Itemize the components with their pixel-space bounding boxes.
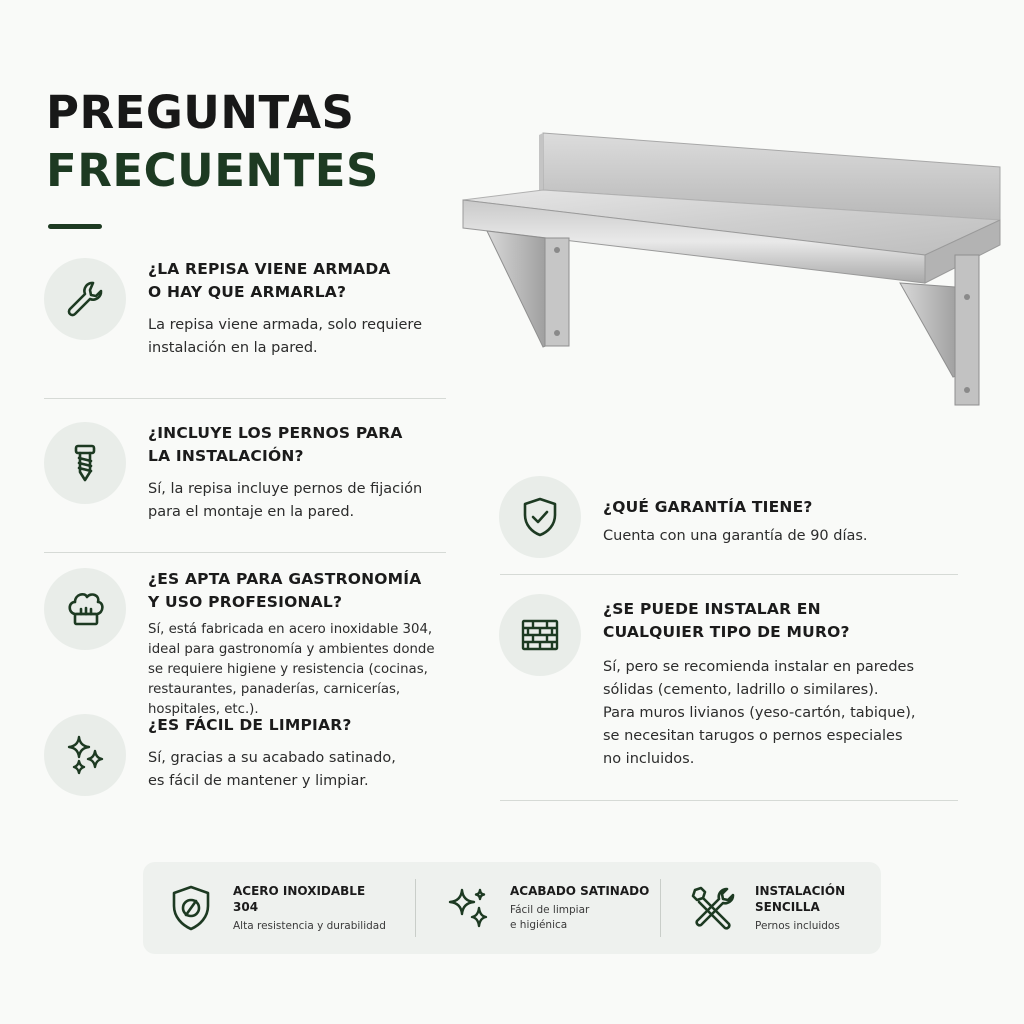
brick-wall-icon-circle — [499, 594, 581, 676]
screw-icon — [63, 441, 107, 485]
divider — [44, 552, 446, 553]
shield-slash-icon — [167, 884, 215, 932]
faq-item-assembly — [44, 258, 422, 360]
page-title — [46, 84, 379, 200]
screw-icon-circle — [44, 422, 126, 504]
feature-bar — [143, 862, 881, 954]
feature-easy-install — [689, 878, 845, 938]
title-underline — [48, 224, 102, 229]
wrench-icon-circle — [44, 258, 126, 340]
faq-item-wall-type — [499, 594, 915, 771]
feature-text — [233, 883, 386, 934]
faq-question: ¿ES APTA PARA GASTRONOMÍA Y USO PROFESIONAL? — [148, 570, 422, 611]
faq-answer: Sí, la repisa incluye pernos de fijación para el montaje en la pared. — [148, 481, 423, 520]
feature-separator — [660, 879, 661, 937]
brick-wall-icon — [518, 613, 562, 657]
faq-question: ¿INCLUYE LOS PERNOS PARA LA INSTALACIÓN? — [148, 424, 403, 465]
faq-content — [603, 598, 915, 771]
divider — [500, 800, 958, 801]
page-title-line2: FRECUENTES — [46, 144, 379, 197]
feature-stainless-steel — [167, 878, 415, 938]
feature-title: ACABADO SATINADO — [510, 884, 650, 898]
faq-question: ¿QUÉ GARANTÍA TIENE? — [603, 498, 813, 516]
tools-icon — [689, 884, 737, 932]
faq-content — [148, 422, 422, 524]
faq-content — [148, 258, 422, 360]
feature-text — [755, 883, 845, 934]
page-title-line1: PREGUNTAS — [46, 86, 355, 139]
divider — [500, 574, 958, 575]
faq-item-gastronomy — [44, 568, 435, 720]
feature-separator — [415, 879, 416, 937]
faq-content — [603, 496, 868, 558]
faq-item-bolts — [44, 422, 422, 524]
chef-hat-icon — [63, 587, 107, 631]
faq-question: ¿ES FÁCIL DE LIMPIAR? — [148, 716, 352, 734]
feature-text — [510, 883, 649, 933]
feature-title: INSTALACIÓN SENCILLA — [755, 883, 846, 914]
chef-hat-icon-circle — [44, 568, 126, 650]
shield-check-icon-circle — [499, 476, 581, 558]
shield-check-icon — [518, 495, 562, 539]
sparkles-icon-circle — [44, 714, 126, 796]
faq-content — [148, 568, 435, 720]
wrench-icon — [63, 277, 107, 321]
faq-answer: Sí, está fabricada en acero inoxidable 304, ideal para gastronomía y ambientes donde se requiere higiene y resistencia (cocinas, restaurantes, panaderías, carnicerías, hospitales, etc.). — [148, 622, 435, 717]
faq-question: ¿LA REPISA VIENE ARMADA O HAY QUE ARMARLA? — [148, 260, 391, 301]
feature-subtitle: Alta resistencia y durabilidad — [233, 919, 386, 932]
sparkles-icon — [444, 884, 492, 932]
feature-title: ACERO INOXIDABLE 304 — [233, 883, 366, 914]
faq-answer: Cuenta con una garantía de 90 días. — [603, 528, 868, 544]
feature-subtitle: Fácil de limpiar e higiénica — [510, 904, 590, 931]
faq-item-cleaning — [44, 714, 396, 796]
feature-satin-finish — [444, 878, 660, 938]
divider — [44, 398, 446, 399]
faq-question: ¿SE PUEDE INSTALAR EN CUALQUIER TIPO DE MURO? — [603, 600, 850, 641]
faq-content — [148, 714, 396, 796]
faq-answer: La repisa viene armada, solo requiere instalación en la pared. — [148, 317, 422, 356]
faq-item-warranty — [499, 476, 868, 558]
faq-answer: Sí, pero se recomienda instalar en paredes sólidas (cemento, ladrillo o similares). Para muros livianos (yeso-cartón, tabique), se necesitan tarugos o pernos especiales no incluidos. — [603, 659, 916, 767]
sparkles-icon — [63, 733, 107, 777]
faq-answer: Sí, gracias a su acabado satinado, es fácil de mantener y limpiar. — [148, 750, 396, 789]
steel-shelf-image — [455, 125, 1010, 415]
feature-subtitle: Pernos incluidos — [755, 919, 840, 932]
